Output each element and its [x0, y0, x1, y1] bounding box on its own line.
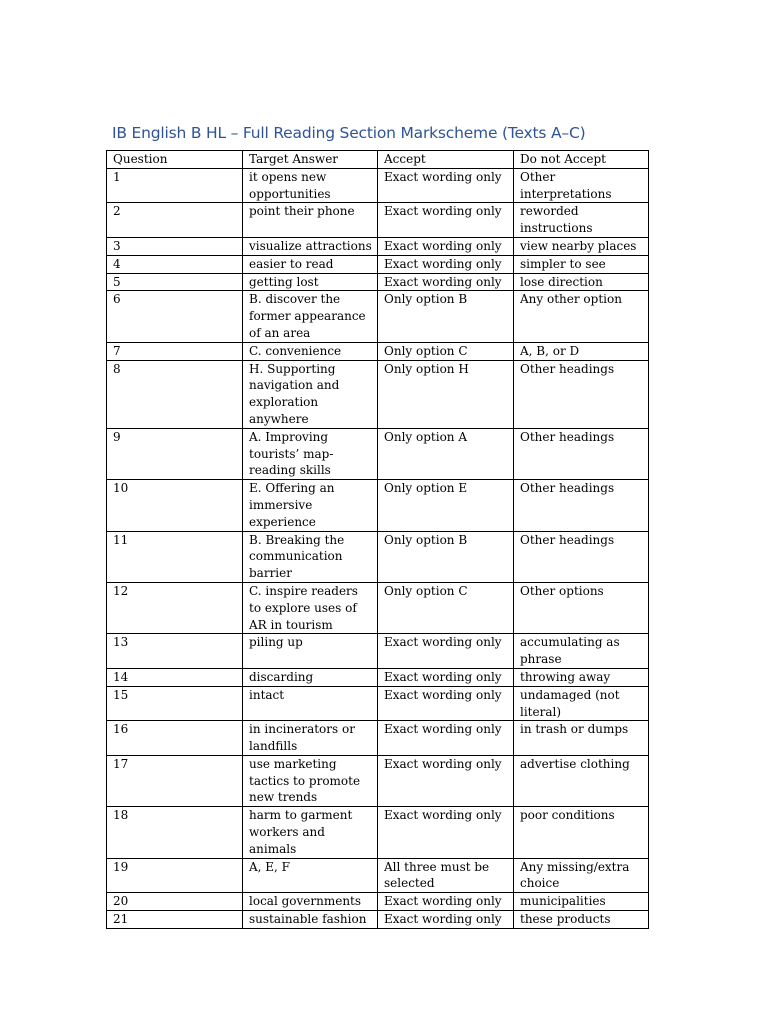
table-row	[107, 582, 649, 633]
cell-accept: Exact wording only	[378, 668, 514, 686]
cell-question: 5	[107, 273, 243, 291]
cell-do-not-accept: undamaged (not literal)	[514, 686, 649, 721]
table-header-row	[107, 151, 649, 169]
cell-accept: Only option A	[378, 428, 514, 479]
cell-do-not-accept: Other headings	[514, 480, 649, 531]
cell-target-answer: A. Improving tourists’ map-reading skills	[243, 428, 378, 479]
table-row	[107, 273, 649, 291]
cell-question: 17	[107, 755, 243, 806]
cell-accept: Exact wording only	[378, 755, 514, 806]
table-row	[107, 360, 649, 428]
cell-question: 3	[107, 237, 243, 255]
table-body	[107, 168, 649, 928]
cell-do-not-accept: throwing away	[514, 668, 649, 686]
cell-target-answer: H. Supporting navigation and exploration anywhere	[243, 360, 378, 428]
cell-target-answer: B. Breaking the communication barrier	[243, 531, 378, 582]
header-do-not-accept: Do not Accept	[514, 151, 649, 169]
cell-question: 8	[107, 360, 243, 428]
cell-do-not-accept: poor conditions	[514, 807, 649, 858]
cell-question: 19	[107, 858, 243, 893]
cell-do-not-accept: Other headings	[514, 360, 649, 428]
table-row	[107, 858, 649, 893]
cell-target-answer: in incinerators or landfills	[243, 721, 378, 756]
cell-accept: Exact wording only	[378, 273, 514, 291]
header-question: Question	[107, 151, 243, 169]
table-row	[107, 480, 649, 531]
cell-target-answer: intact	[243, 686, 378, 721]
cell-target-answer: easier to read	[243, 255, 378, 273]
cell-accept: Exact wording only	[378, 911, 514, 929]
cell-target-answer: A, E, F	[243, 858, 378, 893]
cell-accept: Only option B	[378, 291, 514, 342]
cell-target-answer: local governments	[243, 893, 378, 911]
cell-question: 7	[107, 342, 243, 360]
cell-accept: Exact wording only	[378, 634, 514, 669]
cell-question: 16	[107, 721, 243, 756]
cell-do-not-accept: Other headings	[514, 531, 649, 582]
cell-target-answer: use marketing tactics to promote new trends	[243, 755, 378, 806]
table-row	[107, 203, 649, 238]
page-title: IB English B HL – Full Reading Section Markscheme (Texts A–C)	[112, 124, 586, 142]
cell-accept: Exact wording only	[378, 686, 514, 721]
cell-accept: Exact wording only	[378, 721, 514, 756]
cell-do-not-accept: Other headings	[514, 428, 649, 479]
cell-accept: Exact wording only	[378, 255, 514, 273]
cell-question: 13	[107, 634, 243, 669]
table-row	[107, 755, 649, 806]
cell-do-not-accept: municipalities	[514, 893, 649, 911]
cell-target-answer: sustainable fashion	[243, 911, 378, 929]
cell-do-not-accept: in trash or dumps	[514, 721, 649, 756]
table-row	[107, 893, 649, 911]
cell-accept: Exact wording only	[378, 893, 514, 911]
cell-accept: Exact wording only	[378, 168, 514, 203]
header-target-answer: Target Answer	[243, 151, 378, 169]
cell-target-answer: E. Offering an immersive experience	[243, 480, 378, 531]
cell-do-not-accept: advertise clothing	[514, 755, 649, 806]
cell-do-not-accept: simpler to see	[514, 255, 649, 273]
cell-target-answer: it opens new opportunities	[243, 168, 378, 203]
cell-do-not-accept: A, B, or D	[514, 342, 649, 360]
table-row	[107, 237, 649, 255]
cell-question: 6	[107, 291, 243, 342]
table-row	[107, 807, 649, 858]
cell-target-answer: discarding	[243, 668, 378, 686]
cell-question: 21	[107, 911, 243, 929]
table-row	[107, 428, 649, 479]
table-row	[107, 911, 649, 929]
table-row	[107, 255, 649, 273]
cell-accept: Only option E	[378, 480, 514, 531]
cell-do-not-accept: view nearby places	[514, 237, 649, 255]
cell-accept: Exact wording only	[378, 807, 514, 858]
cell-accept: Only option C	[378, 582, 514, 633]
cell-target-answer: visualize attractions	[243, 237, 378, 255]
table-row	[107, 668, 649, 686]
cell-do-not-accept: Other interpretations	[514, 168, 649, 203]
table-row	[107, 686, 649, 721]
table-row	[107, 721, 649, 756]
cell-do-not-accept: accumulating as phrase	[514, 634, 649, 669]
cell-do-not-accept: these products	[514, 911, 649, 929]
cell-question: 2	[107, 203, 243, 238]
cell-question: 9	[107, 428, 243, 479]
cell-do-not-accept: Any other option	[514, 291, 649, 342]
cell-target-answer: piling up	[243, 634, 378, 669]
cell-question: 10	[107, 480, 243, 531]
table-row	[107, 291, 649, 342]
cell-accept: Exact wording only	[378, 237, 514, 255]
cell-question: 1	[107, 168, 243, 203]
cell-do-not-accept: Any missing/extra choice	[514, 858, 649, 893]
cell-question: 12	[107, 582, 243, 633]
cell-accept: Only option B	[378, 531, 514, 582]
cell-question: 4	[107, 255, 243, 273]
table-row	[107, 531, 649, 582]
cell-do-not-accept: Other options	[514, 582, 649, 633]
cell-target-answer: C. inspire readers to explore uses of AR in tourism	[243, 582, 378, 633]
cell-accept: Only option H	[378, 360, 514, 428]
cell-do-not-accept: lose direction	[514, 273, 649, 291]
cell-target-answer: point their phone	[243, 203, 378, 238]
table-row	[107, 634, 649, 669]
cell-do-not-accept: reworded instructions	[514, 203, 649, 238]
cell-target-answer: harm to garment workers and animals	[243, 807, 378, 858]
table-row	[107, 168, 649, 203]
cell-target-answer: B. discover the former appearance of an area	[243, 291, 378, 342]
table-row	[107, 342, 649, 360]
cell-question: 11	[107, 531, 243, 582]
cell-target-answer: C. convenience	[243, 342, 378, 360]
cell-target-answer: getting lost	[243, 273, 378, 291]
cell-accept: Only option C	[378, 342, 514, 360]
header-accept: Accept	[378, 151, 514, 169]
cell-question: 14	[107, 668, 243, 686]
cell-question: 20	[107, 893, 243, 911]
markscheme-table	[106, 150, 649, 929]
cell-question: 18	[107, 807, 243, 858]
cell-accept: All three must be selected	[378, 858, 514, 893]
cell-accept: Exact wording only	[378, 203, 514, 238]
cell-question: 15	[107, 686, 243, 721]
